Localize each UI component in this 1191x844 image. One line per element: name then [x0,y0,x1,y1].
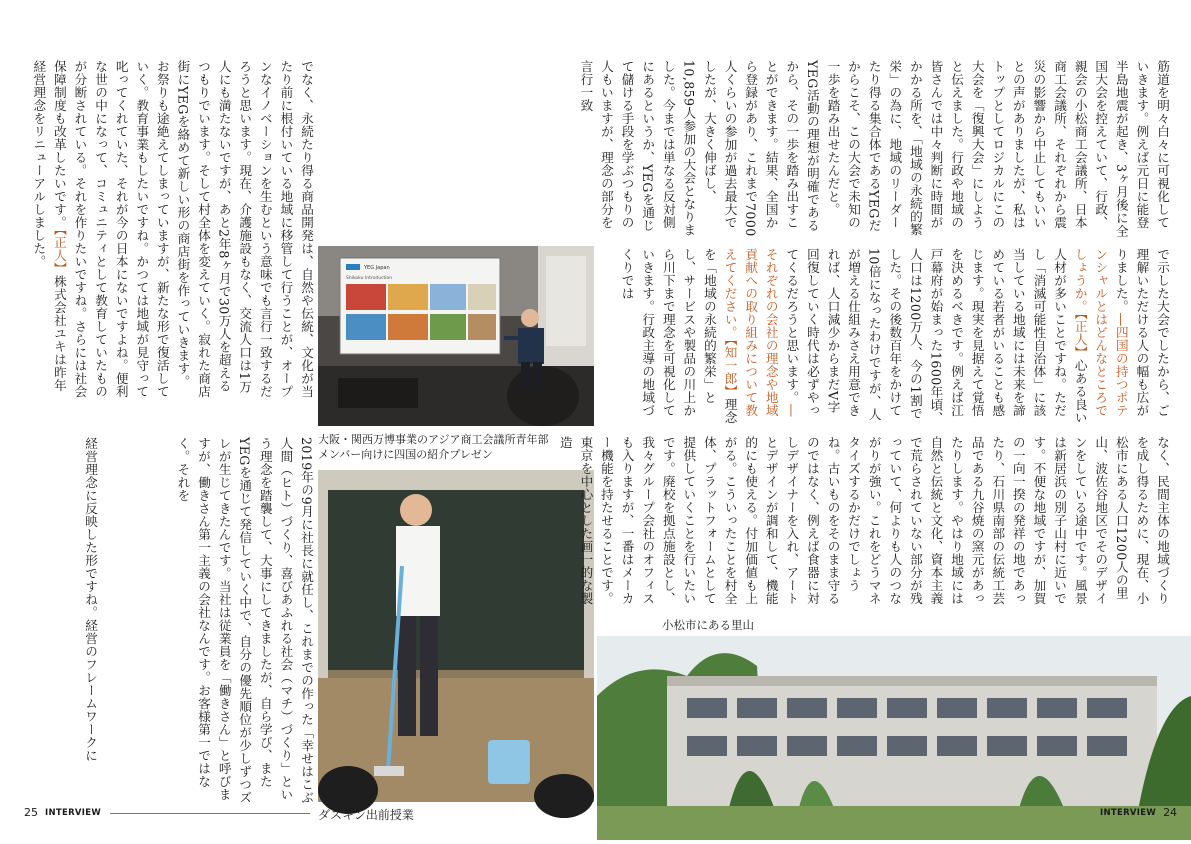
left-text-col3: 2019年の9月に社長に就任し、これまでの作った「幸せはこぶ人間（ヒト）づくり、喜びあふれる社会（マチ）づくり」という理念を踏襲して、大事にしてきましたが、自ら学び、またYEGを通じて発信していく中で、自分の優先順位が少しずつズレが生じてきたんです。当社は従業員を「働きさん」と呼びますが、働きさん第一主義の会社なんです。お客様第一ではなく。それを [175,437,314,805]
duskin-class-photo [318,470,594,802]
duskin-class-caption: ダスキン出前授業 [318,808,414,822]
right-text-col3: なく、民間主体の地域づくりを成し得るために、現在、小松市にある人口1200人の里山、波佐谷地区でそのデザインをしている途中です。風景は新居浜の別子山村に近いです。不便な地域ですが、加賀の一向一揆の発祥の地であったり、石川県南部の伝統工芸品である九谷焼の窯元があったりします。やはり地域には自然と伝統と文化、資本主義で荒らされていない部分が残っていて、何よりも人のつながりが強い。これをどうマネタイズするかだけでしょうね。古いものをそのまま守るのではなく、例えば食器に対しデザイナーを入れ、アートとデザインが調和して、機能的にも使える。付加価値も上がる。こういったことを村全体、プラットフォームとして提供していくことを行いたいです。廃校を拠点施設とし、我々グループ会社のオフィスも入りますが、一番はメーカー機能を持たせることです。東京を中心とした画一的な製造 [557,436,1170,605]
left-text-col2: 経営理念に反映した形ですね。経営のフレームワークに [83,437,98,762]
left-page-number: 25 [24,806,38,819]
right-page-number: 24 [1163,806,1178,819]
presentation-caption: 大阪・関西万博事業のアジア商工会議所青年部 メンバー向けに四国の紹介プレゼン [318,433,549,461]
right-text-col2: で示した大会でしたから、ご理解いただける人の幅も広がりました。―四国の持つポテンシャルとはどんなところでしょうか。【正人】心ある良い人材が多いことですね。ただし「消滅可能性自治体」に該当している地域には未来を諦めている若者がいることも感じます。現実を見据えて覚悟を決めるべきです。例えば江戸幕府が始まった1600年頃、人口は1200万人、今の1割でした。その後数百年をかけて10倍になったわけですが、人が増える仕組みさえ用意できれば、人口減少からまだV字回復していく時代は必ずやってくるだろうと思います。―それぞれの会社の理念や地域貢献への取り組みについて教えてください。【知一郎】理念を「地域の永続的繁栄」とし、サービスや製品の川上から川下まで理念を可視化していきます。行政主導の地域づくりでは [619,248,1170,425]
left-section-label: INTERVIEW [45,808,102,818]
left-page-folio [24,806,101,819]
satoyama-caption: 小松市にある里山 [662,618,754,632]
right-section-label: INTERVIEW [1100,808,1157,818]
left-footer-rule [110,813,310,814]
presentation-photo-illustration [318,246,594,426]
right-text-col1: 筋道を明々白々に可視化していきます。例えば元日に能登半島地震が起き、3ヶ月後に全国大会を控えていて、行政、親会の小松商工会議所、日本商工会議所、それぞれから震災の影響から中止してもいいとの声がありましたが、私はトップとしてロジカルにこの大会を「復興大会」にしようと伝えました。行政や地域の皆さんでは中々判断に時間がかかる所を、「地域の永続的繁栄」の為に、地域のリーダーたり得る集合体であるYEGだからこそ、この大会で未知の一歩を踏み出せたんだと。YEG活動の理想が明確であるから、その一歩を踏み出すことができます。結果、全国から登録があり、これまで7000人くらいの参加が過去最大でしたが、大きく伸ばし、10,859人参加の大会となりました。今までは単なる反対側にあるというか、YEGを通じて儲ける手段を学ぶつもりの人もいますが、理念の部分を言行一致 [578,60,1170,238]
left-text-col1: でなく、永続たり得る商品開発は、自然や伝統、文化が当たり前に根付いている地域に移管して行うことが、オープンなイノベーションを生むという意味でも言行一致するだろうと思います。現在、介護施設もなく、交流人口は1万人にも満たないですが、あと2年8ヶ月で30万人を超えるつもりでいます。そして村全体を変えていく。寂れた商店街にYEGを絡めて新しい形の商店街を作っていきます。お祭りも途絶えてしまっていますが、新たな形で復活していく。教育事業もしたいですね。かつては地域が見守って叱ってくれていた、それが今の日本にないですよね。便利な世の中になって、コミュニティとして教育していたものが分断されている。それを作りたいですね。さらには社会保障制度も改革したいです。【正人】株式会社ユキは昨年経営理念をリニューアルしました。 [31,60,314,398]
presentation-photo [318,246,594,426]
slide-subtitle-text: Shikoku Introduction [346,276,393,281]
slide-title-text: YEG Japan [364,265,390,271]
right-page-folio [1100,806,1177,819]
duskin-class-photo-illustration [318,470,594,802]
